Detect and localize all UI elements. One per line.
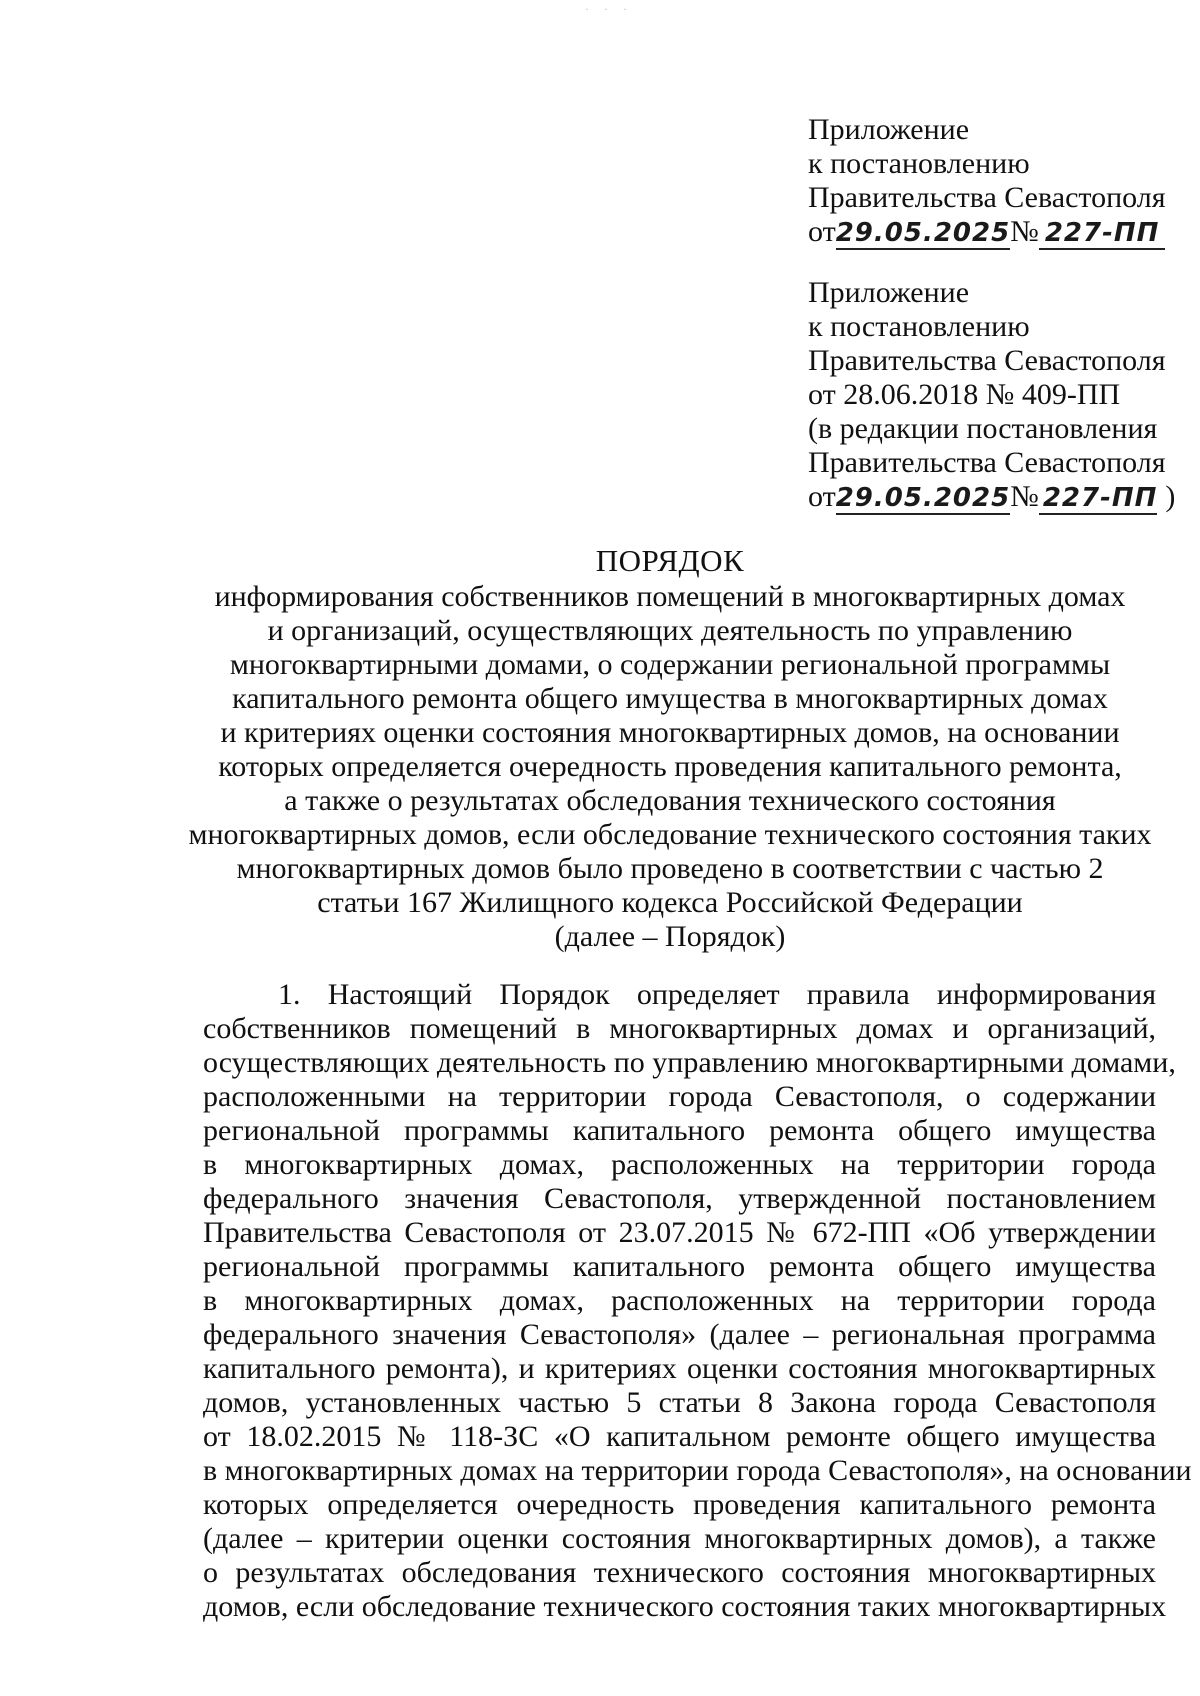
body-line: о результатах обследования технического состояния многоквартирных [203, 1556, 1156, 1589]
handwritten-date: 29.05.2025 [835, 218, 1011, 248]
body-line: осуществляющих деятельность по управлению многоквартирными домами, [203, 1046, 1176, 1079]
title-line: которых определяется очередность проведения капитального ремонта, [218, 750, 1122, 783]
title-line: и организаций, осуществляющих деятельность по управлению [267, 614, 1073, 647]
title-line: многоквартирных домов было проведено в соответствии с частью 2 [236, 852, 1104, 885]
title-line: информирования собственников помещений в многоквартирных домах [214, 580, 1126, 613]
appendix-edition-date-number [808, 480, 1175, 515]
body-line: (далее – критерии оценки состояния многоквартирных домов), а также [203, 1522, 1156, 1555]
body-line: региональной программы капитального ремонта общего имущества [203, 1114, 1156, 1147]
paragraph-1 [203, 978, 1192, 1624]
body-line: региональной программы капитального ремонта общего имущества [203, 1250, 1156, 1283]
title-line: и критериях оценки состояния многоквартирных домов, на основании [220, 716, 1120, 749]
appendix-date-number [808, 215, 1166, 250]
body-line: домов, если обследование технического состояния таких многоквартирных [203, 1590, 1167, 1623]
from-prefix: от [808, 480, 836, 513]
appendix-to-resolution: к постановлению [808, 310, 1030, 343]
body-line: в многоквартирных домах, расположенных на территории города [203, 1284, 1156, 1317]
appendix-current-block [808, 113, 1166, 250]
body-line: федерального значения Севастополя, утвержденной постановлением [203, 1182, 1156, 1215]
body-line: в многоквартирных домах, расположенных на территории города [203, 1148, 1156, 1181]
appendix-label: Приложение [808, 113, 970, 146]
scan-artifact: · · · [585, 2, 633, 16]
body-line: домов, установленных частью 5 статьи 8 Закона города Севастополя [203, 1386, 1156, 1419]
body-line: капитального ремонта), и критериях оценки состояния многоквартирных [203, 1352, 1156, 1385]
body-line: федерального значения Севастополя» (далее – региональная программа [203, 1318, 1156, 1351]
appendix-original-date-number: от 28.06.2018 № 409-ПП [808, 378, 1121, 411]
appendix-government: Правительства Севастополя [808, 446, 1166, 479]
handwritten-date: 29.05.2025 [835, 483, 1011, 513]
document-title [150, 544, 1190, 954]
title-line: статьи 167 Жилищного кодекса Российской Федерации [317, 886, 1023, 919]
title-line: капитального ремонта общего имущества в многоквартирных домах [232, 682, 1108, 715]
title-line: (далее – Порядок) [554, 920, 786, 953]
closing-paren: ) [1165, 480, 1176, 513]
appendix-label: Приложение [808, 276, 970, 309]
appendix-original-block [808, 276, 1175, 515]
number-sign: № [1010, 215, 1039, 248]
handwritten-number: 227-ПП [1039, 218, 1165, 250]
appendix-edition-note: (в редакции постановления [808, 412, 1158, 445]
handwritten-number: 227-ПП [1039, 483, 1158, 515]
appendix-government: Правительства Севастополя [808, 181, 1166, 214]
body-line: в многоквартирных домах на территории города Севастополя», на основании [203, 1454, 1192, 1487]
title-line: многоквартирных домов, если обследование технического состояния таких [188, 818, 1152, 851]
title-line: а также о результатах обследования технического состояния [284, 784, 1056, 817]
body-line: которых определяется очередность проведения капитального ремонта [203, 1488, 1156, 1521]
title-line: многоквартирными домами, о содержании региональной программы [229, 648, 1111, 681]
body-line: Правительства Севастополя от 23.07.2015 № 672-ПП «Об утверждении [203, 1216, 1156, 1249]
title-heading: ПОРЯДОК [595, 543, 745, 578]
body-line: расположенными на территории города Севастополя, о содержании [203, 1080, 1156, 1113]
from-prefix: от [808, 215, 836, 248]
body-line: 1. Настоящий Порядок определяет правила информирования [278, 978, 1156, 1011]
body-line: от 18.02.2015 № 118-ЗС «О капитальном ремонте общего имущества [203, 1420, 1156, 1453]
number-sign: № [1010, 480, 1039, 513]
appendix-government: Правительства Севастополя [808, 344, 1166, 377]
body-line: собственников помещений в многоквартирных домах и организаций, [203, 1012, 1156, 1045]
appendix-to-resolution: к постановлению [808, 147, 1030, 180]
